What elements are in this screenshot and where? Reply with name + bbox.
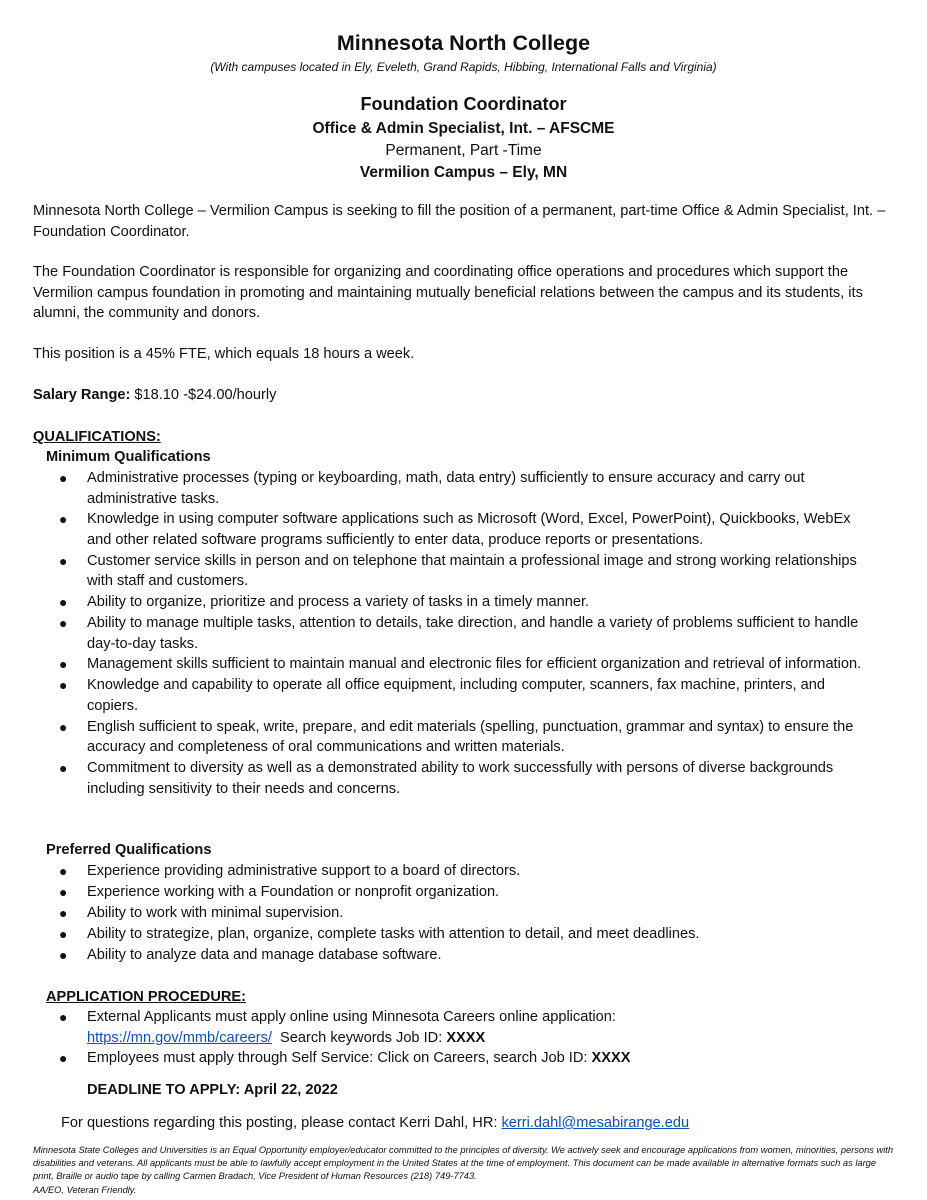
bullet-icon: ● bbox=[59, 1009, 68, 1025]
salary-label: Salary Range: bbox=[33, 387, 131, 403]
list-item-text: Ability to organize, prioritize and process a variety of tasks in a timely manner. bbox=[87, 594, 590, 611]
responsibility-paragraph: The Foundation Coordinator is responsible for organizing and coordinating office operations and procedures which support the Vermilion campus foundation in promoting and maintaining mutually beneficial relations between the campus and its students, its alumni, the community and donors. bbox=[33, 264, 863, 321]
bullet-icon: ● bbox=[59, 946, 68, 963]
fte-paragraph: This position is a 45% FTE, which equals 18 hours a week. bbox=[33, 346, 415, 362]
qualifications-heading: QUALIFICATIONS: bbox=[33, 429, 161, 445]
list-item bbox=[0, 592, 877, 613]
bullet-icon: ● bbox=[59, 511, 68, 528]
eeo-statement: Minnesota State Colleges and Universities is an Equal Opportunity employer/educator committed to the principles of diversity. We actively seek and encourage applications from women, minorities, persons with disabilities and veterans. All applicants must be able to lawfully accept employment in the United States at the time of employment. This document can be made available in alternative formats such as large print, Braille or audio tape by calling Carmen Bradach, Vice President of Human Resources (218) 749-7743. bbox=[33, 1145, 894, 1182]
list-item bbox=[0, 551, 877, 592]
list-item-text: Knowledge and capability to operate all office equipment, including computer, scanners, fax machine, printers, and copiers. bbox=[87, 677, 825, 714]
salary-value: $18.10 -$24.00/hourly bbox=[130, 387, 277, 403]
list-item bbox=[0, 613, 877, 654]
application-procedure-list bbox=[0, 1007, 927, 1069]
list-item-text: Management skills sufficient to maintain manual and electronic files for efficient organization and retrieval of information. bbox=[87, 656, 862, 673]
job-location: Vermilion Campus – Ely, MN bbox=[359, 164, 568, 181]
contact-text: For questions regarding this posting, please contact Kerri Dahl, HR: bbox=[61, 1115, 502, 1131]
employees-text: Employees must apply through Self Service: Click on Careers, search Job ID: bbox=[87, 1050, 592, 1067]
careers-link[interactable]: https://mn.gov/mmb/careers/ bbox=[87, 1029, 272, 1046]
list-item-text: Ability to strategize, plan, organize, complete tasks with attention to detail, and meet deadlines. bbox=[87, 925, 700, 942]
list-item bbox=[0, 924, 877, 945]
bullet-icon: ● bbox=[59, 656, 68, 673]
college-name: Minnesota North College bbox=[336, 31, 591, 55]
job-title: Foundation Coordinator bbox=[360, 94, 567, 114]
campus-list: (With campuses located in Ely, Eveleth, Grand Rapids, Hibbing, International Falls and Virginia) bbox=[210, 60, 717, 74]
bullet-icon: ● bbox=[59, 470, 68, 486]
appointment-type: Permanent, Part -Time bbox=[385, 142, 542, 159]
application-procedure-heading: APPLICATION PROCEDURE: bbox=[46, 989, 246, 1005]
external-applicants-text: External Applicants must apply online using Minnesota Careers online application: bbox=[87, 1009, 616, 1025]
application-deadline: DEADLINE TO APPLY: April 22, 2022 bbox=[87, 1082, 338, 1098]
bullet-icon: ● bbox=[59, 1050, 68, 1067]
bullet-icon: ● bbox=[59, 718, 68, 735]
bullet-icon: ● bbox=[59, 677, 68, 694]
minimum-qualifications-list bbox=[0, 468, 927, 800]
list-item bbox=[0, 903, 877, 924]
list-item-text: Knowledge in using computer software applications such as Microsoft (Word, Excel, PowerPoint), Quickbooks, WebEx and other related software programs sufficiently to enter data, produce reports or presentations. bbox=[87, 511, 851, 548]
list-item bbox=[0, 945, 877, 966]
list-item-text: Administrative processes (typing or keyboarding, math, data entry) sufficiently to ensure accuracy and carry out administrative tasks. bbox=[87, 470, 805, 507]
bullet-icon: ● bbox=[59, 883, 68, 900]
list-item bbox=[0, 882, 877, 903]
job-classification: Office & Admin Specialist, Int. – AFSCME bbox=[312, 120, 615, 137]
contact-email-link[interactable]: kerri.dahl@mesabirange.edu bbox=[501, 1115, 690, 1131]
list-item-text: Ability to manage multiple tasks, attention to details, take direction, and handle a variety of problems sufficient to handle day-to-day tasks. bbox=[87, 615, 859, 652]
list-item-text: Experience working with a Foundation or nonprofit organization. bbox=[87, 883, 500, 900]
bullet-icon: ● bbox=[59, 615, 68, 632]
list-item bbox=[0, 468, 877, 509]
preferred-qualifications-list bbox=[0, 861, 927, 965]
search-keywords-text: Search keywords Job ID: bbox=[271, 1029, 447, 1046]
list-item-text: Ability to analyze data and manage database software. bbox=[87, 946, 442, 963]
bullet-icon: ● bbox=[59, 760, 68, 777]
list-item bbox=[0, 1007, 877, 1048]
employees-job-id: XXXX bbox=[591, 1050, 631, 1067]
eeo-footer bbox=[33, 1144, 895, 1197]
contact-line bbox=[61, 1115, 689, 1131]
bullet-icon: ● bbox=[59, 863, 68, 879]
minimum-qualifications-heading: Minimum Qualifications bbox=[46, 449, 211, 465]
list-item bbox=[0, 717, 877, 758]
list-item bbox=[0, 758, 877, 799]
aaeo-statement: AA/EO, Veteran Friendly. bbox=[33, 1184, 137, 1195]
bullet-icon: ● bbox=[59, 552, 68, 569]
list-item bbox=[0, 654, 877, 675]
list-item bbox=[0, 509, 877, 550]
list-item bbox=[0, 1048, 877, 1069]
bullet-icon: ● bbox=[59, 594, 68, 611]
salary-line bbox=[33, 385, 903, 406]
list-item bbox=[0, 861, 877, 882]
preferred-qualifications-heading: Preferred Qualifications bbox=[46, 842, 212, 858]
list-item-text: English sufficient to speak, write, prepare, and edit materials (spelling, punctuation, grammar and syntax) to ensure the accuracy and completeness of oral communications and written materials. bbox=[87, 718, 854, 756]
external-job-id: XXXX bbox=[446, 1029, 486, 1046]
bullet-icon: ● bbox=[59, 925, 68, 942]
intro-paragraph: Minnesota North College – Vermilion Campus is seeking to fill the position of a permanent, part-time Office & Admin Specialist, Int. – Foundation Coordinator. bbox=[33, 203, 886, 240]
list-item-text: Ability to work with minimal supervision. bbox=[87, 904, 344, 921]
list-item bbox=[0, 675, 877, 716]
list-item-text: Customer service skills in person and on telephone that maintain a professional image and strong working relationships with staff and customers. bbox=[87, 552, 857, 590]
list-item-text: Experience providing administrative support to a board of directors. bbox=[87, 863, 521, 879]
list-item-text: Commitment to diversity as well as a demonstrated ability to work successfully with persons of diverse backgrounds including sensitivity to their needs and concerns. bbox=[87, 760, 834, 797]
bullet-icon: ● bbox=[59, 904, 68, 921]
